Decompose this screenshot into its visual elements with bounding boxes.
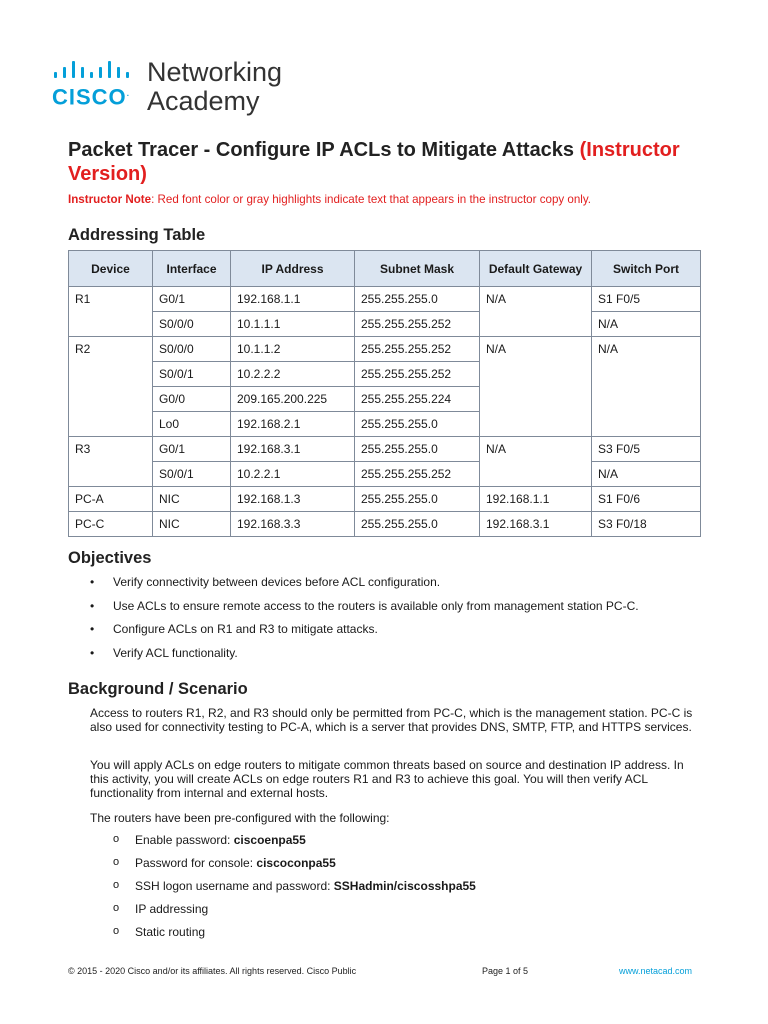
column-header: IP Address (231, 251, 355, 287)
mask-cell: 255.255.255.252 (355, 312, 480, 337)
port-cell: S1 F0/5 (592, 287, 701, 312)
background-paragraph: Access to routers R1, R2, and R3 should only be permitted from PC-C, which is the management station. PC-C is also used for connectivity testing to PC-A, which is a server that provides DNS, SMTP, FTP, and HTTPS services. (90, 706, 693, 734)
cisco-bars-icon (54, 58, 136, 78)
interface-cell: G0/1 (153, 437, 231, 462)
column-header: Default Gateway (480, 251, 592, 287)
mask-cell: 255.255.255.252 (355, 462, 480, 487)
background-paragraph: The routers have been pre-configured with the following: (90, 811, 390, 825)
ip-cell: 192.168.2.1 (231, 412, 355, 437)
table-row (69, 312, 701, 337)
gateway-cell: 192.168.1.1 (480, 487, 592, 512)
mask-cell: 255.255.255.0 (355, 412, 480, 437)
port-cell: N/A (592, 462, 701, 487)
port-cell: S1 F0/6 (592, 487, 701, 512)
ip-cell: 192.168.1.3 (231, 487, 355, 512)
column-header: Interface (153, 251, 231, 287)
table-row (69, 437, 701, 462)
mask-cell: 255.255.255.224 (355, 387, 480, 412)
device-cell: R2 (69, 337, 153, 437)
ip-cell: 192.168.3.3 (231, 512, 355, 537)
interface-cell: NIC (153, 487, 231, 512)
gateway-cell: 192.168.3.1 (480, 512, 592, 537)
table-row (69, 287, 701, 312)
table-row (69, 512, 701, 537)
background-heading: Background / Scenario (68, 680, 248, 698)
interface-cell: Lo0 (153, 412, 231, 437)
list-item: o Password for console: ciscoconpa55 (90, 856, 476, 879)
list-item: o SSH logon username and password: SSHadmin/ciscosshpa55 (90, 879, 476, 902)
list-item: o Static routing (90, 925, 476, 948)
device-cell: R3 (69, 437, 153, 487)
list-item: • Verify ACL functionality. (68, 646, 639, 670)
port-cell: S3 F0/5 (592, 437, 701, 462)
port-cell: N/A (592, 312, 701, 337)
footer-page-number: Page 1 of 5 (482, 966, 529, 976)
document-title: Packet Tracer - Configure IP ACLs to Mitigate Attacks (Instructor Version) (68, 139, 680, 185)
list-item: • Use ACLs to ensure remote access to the routers is available only from management station PC-C. (68, 599, 639, 623)
interface-cell: S0/0/1 (153, 362, 231, 387)
mask-cell: 255.255.255.0 (355, 437, 480, 462)
table-header-row (69, 251, 701, 287)
logo-networking: Networking (147, 57, 283, 87)
ip-cell: 192.168.3.1 (231, 437, 355, 462)
objectives-heading: Objectives (68, 549, 152, 567)
preconfig-list (90, 833, 476, 948)
table-row (69, 462, 701, 487)
interface-cell: G0/1 (153, 287, 231, 312)
mask-cell: 255.255.255.252 (355, 362, 480, 387)
port-cell: S3 F0/18 (592, 512, 701, 537)
networking-academy-logo (52, 58, 312, 118)
footer-url-link[interactable]: www.netacad.com (619, 966, 693, 976)
table-row (69, 337, 701, 362)
interface-cell: S0/0/1 (153, 462, 231, 487)
gateway-cell: N/A (480, 287, 592, 337)
ip-cell: 209.165.200.225 (231, 387, 355, 412)
ip-cell: 10.1.1.2 (231, 337, 355, 362)
mask-cell: 255.255.255.0 (355, 512, 480, 537)
list-item: o IP addressing (90, 902, 476, 925)
cisco-wordmark: CISCO. (52, 84, 129, 110)
column-header: Switch Port (592, 251, 701, 287)
addressing-table-heading: Addressing Table (68, 226, 206, 244)
mask-cell: 255.255.255.252 (355, 337, 480, 362)
list-item: • Verify connectivity between devices before ACL configuration. (68, 575, 639, 599)
interface-cell: NIC (153, 512, 231, 537)
ip-cell: 192.168.1.1 (231, 287, 355, 312)
addressing-table (68, 250, 701, 537)
table-row (69, 487, 701, 512)
gateway-cell: N/A (480, 337, 592, 437)
mask-cell: 255.255.255.0 (355, 287, 480, 312)
ip-cell: 10.1.1.1 (231, 312, 355, 337)
list-item: • Configure ACLs on R1 and R3 to mitigate attacks. (68, 622, 639, 646)
device-cell: PC-C (69, 512, 153, 537)
gateway-cell: N/A (480, 437, 592, 487)
objectives-list (68, 575, 639, 669)
device-cell: R1 (69, 287, 153, 337)
interface-cell: S0/0/0 (153, 337, 231, 362)
instructor-note: Instructor Note: Red font color or gray highlights indicate text that appears in the instructor copy only. (68, 193, 592, 206)
interface-cell: S0/0/0 (153, 312, 231, 337)
column-header: Device (69, 251, 153, 287)
column-header: Subnet Mask (355, 251, 480, 287)
port-cell: N/A (592, 337, 701, 437)
device-cell: PC-A (69, 487, 153, 512)
footer-copyright: © 2015 - 2020 Cisco and/or its affiliates. All rights reserved. Cisco Public (68, 966, 357, 976)
mask-cell: 255.255.255.0 (355, 487, 480, 512)
logo-academy: Academy (147, 86, 260, 116)
interface-cell: G0/0 (153, 387, 231, 412)
list-item: o Enable password: ciscoenpa55 (90, 833, 476, 856)
ip-cell: 10.2.2.2 (231, 362, 355, 387)
ip-cell: 10.2.2.1 (231, 462, 355, 487)
background-paragraph: You will apply ACLs on edge routers to mitigate common threats based on source and destination IP address. In this activity, you will create ACLs on edge routers R1 and R3 to achieve this goal. You will then verify ACL functionality from internal and external hosts. (90, 758, 684, 800)
